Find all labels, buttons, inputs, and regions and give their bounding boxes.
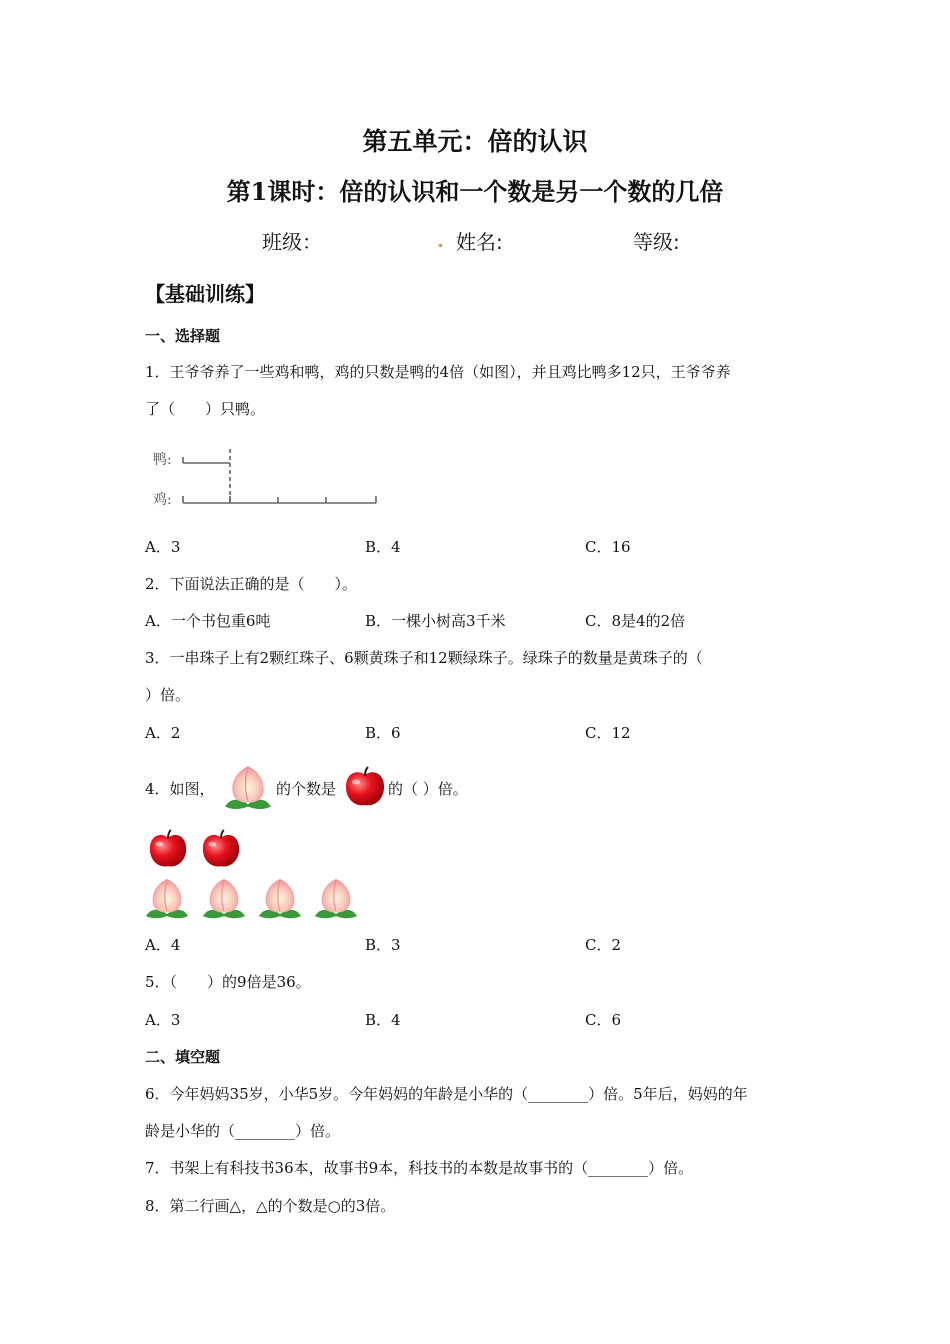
lesson-subtitle: 第1课时：倍的认识和一个数是另一个数的几倍 — [226, 177, 724, 206]
question-3-text-cont: ）倍。 — [145, 686, 191, 704]
q4-option-a: A．4 — [145, 936, 181, 954]
peach-icon — [199, 876, 249, 922]
peach-icon — [255, 876, 305, 922]
question-6-text: 6．今年妈妈35岁，小华5岁。今年妈妈的年龄是小华的（________）倍。5年后，妈妈的年 — [145, 1085, 748, 1103]
peach-icon — [219, 763, 277, 813]
chicken-label: 鸡: — [153, 492, 172, 508]
page-title: 第五单元：倍的认识 — [362, 127, 588, 156]
q2-option-c: C．8是4的2倍 — [585, 612, 686, 630]
question-4-prefix: 4．如图， — [145, 780, 215, 798]
question-2-text: 2．下面说法正确的是（ ）。 — [145, 575, 358, 593]
duck-chicken-segment-diagram — [150, 445, 390, 515]
q1-option-c: C．16 — [585, 538, 631, 556]
question-7-text: 7．书架上有科技书36本，故事书9本，科技书的本数是故事书的（________）倍。 — [145, 1159, 694, 1177]
name-label: 姓名: — [456, 230, 503, 254]
question-8-text: 8．第二行画△，△的个数是○的3倍。 — [145, 1197, 396, 1215]
q2-option-a: A．一个书包重6吨 — [145, 612, 271, 630]
question-4-suffix: 的（ ）倍。 — [388, 780, 468, 798]
section-heading-choice: 一、选择题 — [145, 327, 221, 345]
q5-option-a: A．3 — [145, 1011, 181, 1029]
q3-option-c: C．12 — [585, 724, 631, 742]
question-4-mid: 的个数是 — [276, 780, 337, 798]
apple-icon — [200, 828, 242, 870]
q2-option-b: B．一棵小树高3千米 — [365, 612, 506, 630]
peach-icon — [142, 876, 192, 922]
q4-option-c: C．2 — [585, 936, 622, 954]
q5-option-b: B．4 — [365, 1011, 401, 1029]
peach-icon — [311, 876, 361, 922]
question-6-text-cont: 龄是小华的（________）倍。 — [145, 1122, 341, 1140]
class-label: 班级： — [262, 230, 322, 254]
segment-lines — [150, 445, 390, 515]
q3-option-b: B．6 — [365, 724, 401, 742]
question-1-text: 1．王爷爷养了一些鸡和鸭，鸡的只数是鸭的4倍（如图），并且鸡比鸭多12只，王爷爷养 — [145, 363, 731, 381]
q1-option-a: A．3 — [145, 538, 181, 556]
q3-option-a: A．2 — [145, 724, 181, 742]
question-1-text-cont: 了（ ）只鸭。 — [145, 400, 266, 418]
question-3-text: 3．一串珠子上有2颗红珠子、6颗黄珠子和12颗绿珠子。绿珠子的数量是黄珠子的（ — [145, 649, 703, 667]
question-5-text: 5．（ ）的9倍是36。 — [145, 973, 311, 991]
grade-label: 等级: — [633, 230, 680, 254]
q5-option-c: C．6 — [585, 1011, 622, 1029]
q4-option-b: B．3 — [365, 936, 401, 954]
duck-label: 鸭: — [153, 452, 172, 468]
apple-icon — [147, 828, 189, 870]
separator-dot: . — [437, 228, 444, 252]
section-heading-fill-in: 二、填空题 — [145, 1048, 221, 1066]
apple-icon — [343, 765, 387, 809]
section-basic-training: 【基础训练】 — [145, 282, 265, 306]
q1-option-b: B．4 — [365, 538, 401, 556]
